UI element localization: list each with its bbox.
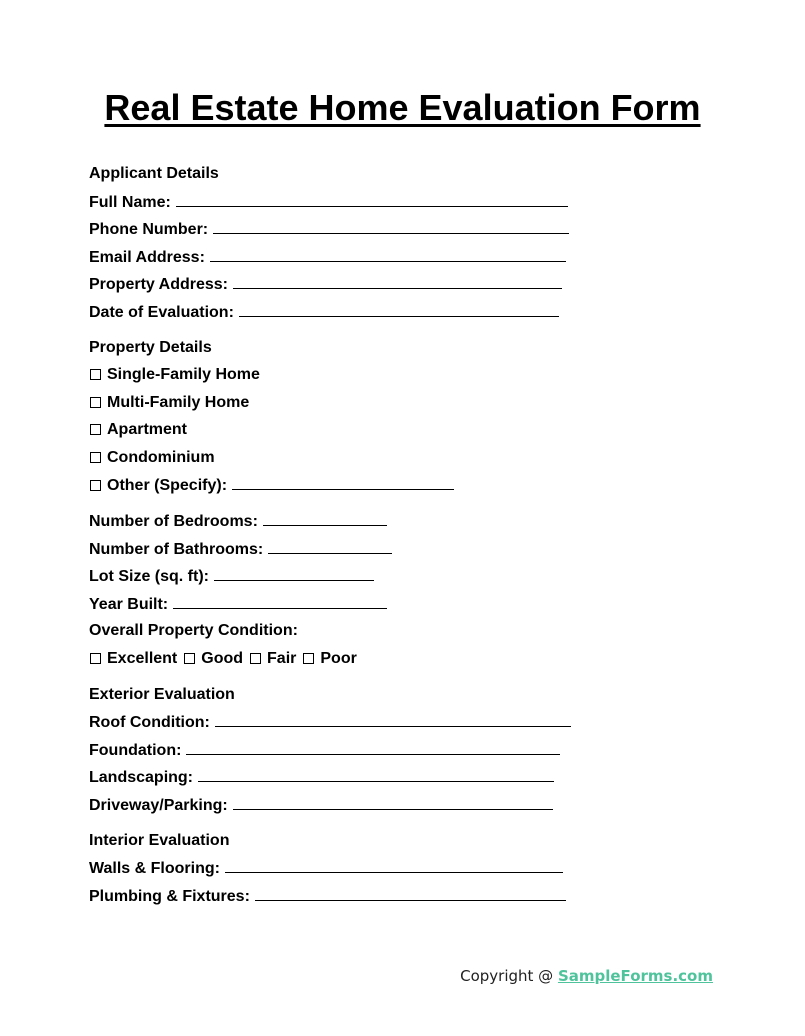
year-built-row — [89, 594, 729, 614]
condition-option-poor[interactable] — [302, 650, 356, 667]
walls-row — [89, 858, 729, 878]
foundation-row — [89, 740, 729, 760]
walls-label: Walls & Flooring: — [89, 860, 220, 877]
exterior-heading: Exterior Evaluation — [89, 685, 235, 703]
type-option-apartment[interactable] — [89, 420, 729, 440]
type-option-other[interactable] — [89, 475, 729, 495]
option-label: Condominium — [107, 448, 215, 466]
bathrooms-field[interactable] — [268, 539, 392, 554]
checkbox[interactable] — [90, 424, 101, 435]
condition-options — [89, 649, 729, 669]
lot-size-row — [89, 566, 729, 586]
type-option-multi-family[interactable] — [89, 393, 729, 413]
checkbox[interactable] — [184, 653, 195, 664]
bathrooms-row — [89, 539, 729, 559]
option-label: Single-Family Home — [107, 366, 260, 383]
date-row — [89, 302, 729, 322]
full-name-field[interactable] — [176, 192, 568, 207]
copyright-footer — [460, 966, 713, 986]
checkbox[interactable] — [90, 653, 101, 664]
checkbox[interactable] — [90, 452, 101, 463]
driveway-field[interactable] — [233, 795, 553, 810]
evaluation-form — [89, 160, 729, 913]
exterior-section — [89, 685, 729, 815]
brand-link[interactable]: SampleForms.com — [557, 967, 713, 985]
bedrooms-row — [89, 511, 729, 531]
landscaping-row — [89, 767, 729, 787]
property-address-label: Property Address: — [89, 276, 228, 293]
option-label: Multi-Family Home — [107, 393, 250, 411]
phone-label: Phone Number: — [89, 221, 209, 238]
plumbing-label: Plumbing & Fixtures: — [89, 887, 250, 905]
property-heading: Property Details — [89, 338, 212, 356]
copyright-text: Copyright @ — [460, 967, 554, 985]
checkbox[interactable] — [303, 653, 314, 664]
phone-row — [89, 219, 729, 239]
plumbing-row — [89, 886, 729, 906]
foundation-field[interactable] — [186, 740, 560, 755]
type-option-condominium[interactable] — [89, 448, 729, 468]
applicant-heading: Applicant Details — [89, 165, 219, 182]
condition-option-excellent[interactable] — [89, 650, 177, 667]
condition-option-fair[interactable] — [249, 650, 296, 667]
checkbox[interactable] — [90, 369, 101, 380]
email-label: Email Address: — [89, 248, 205, 266]
phone-field[interactable] — [213, 219, 569, 234]
property-address-field[interactable] — [233, 274, 562, 289]
specs-section — [89, 511, 729, 669]
property-section — [89, 338, 729, 496]
condition-option-good[interactable] — [183, 650, 243, 667]
bedrooms-label: Number of Bedrooms: — [89, 513, 258, 530]
type-option-single-family[interactable] — [89, 365, 729, 385]
walls-field[interactable] — [225, 858, 563, 873]
checkbox[interactable] — [90, 397, 101, 408]
roof-field[interactable] — [215, 712, 571, 727]
roof-row — [89, 712, 729, 732]
email-row — [89, 247, 729, 267]
plumbing-field[interactable] — [255, 886, 566, 901]
property-address-row — [89, 274, 729, 294]
bathrooms-label: Number of Bathrooms: — [89, 540, 264, 558]
date-field[interactable] — [239, 302, 559, 317]
other-specify-field[interactable] — [232, 475, 454, 490]
landscaping-label: Landscaping: — [89, 769, 194, 786]
full-name-label: Full Name: — [89, 193, 171, 211]
driveway-row — [89, 795, 729, 815]
landscaping-field[interactable] — [198, 767, 554, 782]
roof-label: Roof Condition: — [89, 714, 210, 731]
checkbox[interactable] — [90, 480, 101, 491]
year-built-field[interactable] — [173, 594, 387, 609]
date-label: Date of Evaluation: — [89, 303, 234, 321]
condition-label: Overall Property Condition: — [89, 622, 298, 639]
page-title: Real Estate Home Evaluation Form — [104, 87, 701, 128]
applicant-section — [89, 164, 729, 322]
interior-section — [89, 831, 729, 906]
option-label: Excellent — [107, 649, 178, 667]
checkbox[interactable] — [250, 653, 261, 664]
email-field[interactable] — [210, 247, 566, 262]
option-label: Other (Specify): — [107, 477, 228, 494]
lot-size-field[interactable] — [214, 566, 374, 581]
bedrooms-field[interactable] — [263, 511, 387, 526]
option-label: Fair — [267, 649, 297, 667]
interior-heading: Interior Evaluation — [89, 831, 230, 849]
full-name-row — [89, 192, 729, 212]
lot-size-label: Lot Size (sq. ft): — [89, 568, 209, 585]
option-label: Poor — [320, 649, 357, 667]
option-label: Good — [201, 649, 244, 667]
foundation-label: Foundation: — [89, 741, 182, 759]
option-label: Apartment — [107, 421, 188, 438]
year-built-label: Year Built: — [89, 595, 169, 613]
driveway-label: Driveway/Parking: — [89, 796, 228, 814]
